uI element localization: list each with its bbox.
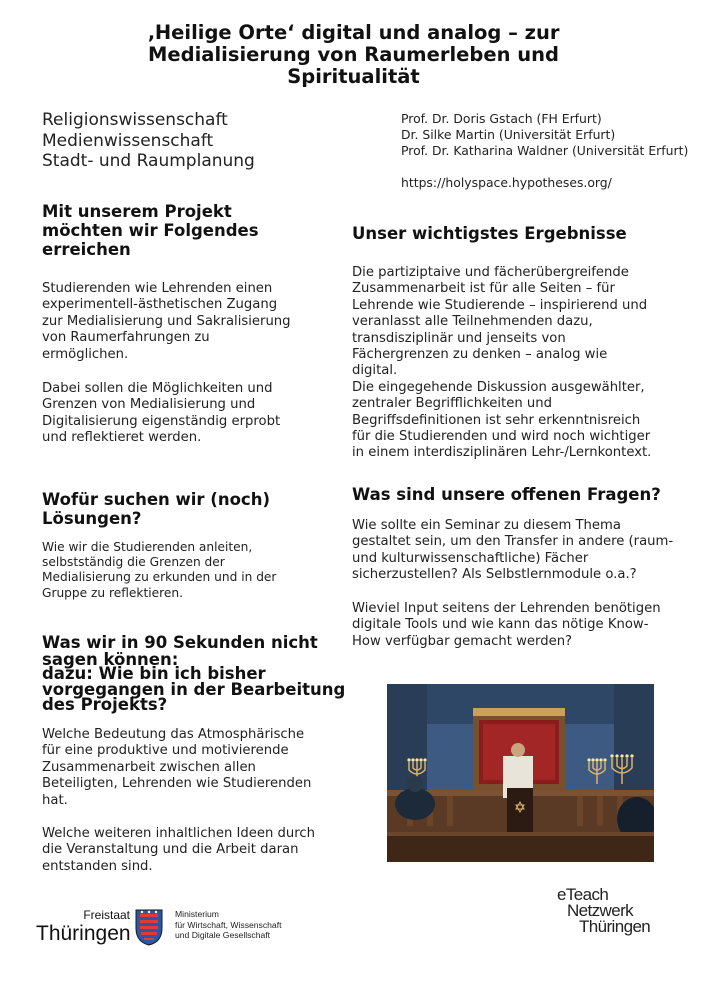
eteach-line: eTeach bbox=[557, 885, 609, 904]
ninety-seconds-heading: Was wir in 90 Sekunden nicht sagen können: bbox=[42, 633, 318, 669]
thueringen-ministry-logo bbox=[36, 908, 296, 958]
discipline-item: Religionswissenschaft bbox=[42, 110, 228, 130]
author-item: Prof. Dr. Katharina Waldner (Universität Erfurt) bbox=[401, 143, 689, 158]
logo-freistaat: Freistaat bbox=[83, 908, 130, 922]
coat-of-arms-icon bbox=[134, 908, 164, 946]
open-questions-heading: Was sind unsere offenen Fragen? bbox=[352, 485, 661, 504]
open-questions-paragraph-1: Wie sollte ein Seminar zu diesem Thema gestaltet sein, um den Transfer in andere (raum- und kulturwissenschaftliche) Fächer sicherzustellen? Als Selbstlernmodule o.a.? bbox=[352, 518, 674, 583]
disciplines-list bbox=[42, 110, 255, 172]
title-line: ‚Heilige Orte‘ digital und analog – zur bbox=[147, 21, 560, 44]
synagogue-photo bbox=[387, 684, 654, 862]
ninety-seconds-paragraph-1: Welche Bedeutung das Atmosphärische für eine produktive und motivierende Zusammenarbeit zwischen allen Beteiligten, Lehrenden wie Studierenden hat. bbox=[42, 727, 312, 808]
author-item: Prof. Dr. Doris Gstach (FH Erfurt) bbox=[401, 111, 602, 126]
result-paragraph: Die partiziptaive und fächerübergreifende Zusammenarbeit ist für alle Seiten – für Lehrende wie Studierende – inspirierend und veranlasst alle Teilnehmenden dazu, transdisziplinär und jenseits von Fächergrenzen zu denken – analog wie digital. Die eingegehende Diskussion ausgewählter, zentraler Begrifflichkeiten und Begriffsdefinitionen ist sehr erkenntnisreich für die Studierenden und wird noch wichtiger in einem interdisziplinären Lehr-/Lernkontext. bbox=[352, 265, 652, 461]
goals-paragraph-2: Dabei sollen die Möglichkeiten und Grenzen von Medialisierung und Digitalisierung eigenständig erprobt und reflektieret werden. bbox=[42, 381, 281, 446]
poster-title bbox=[90, 22, 617, 88]
discipline-item: Medienwissenschaft bbox=[42, 130, 214, 151]
synagogue-image bbox=[387, 684, 654, 862]
ninety-seconds-paragraph-2: Welche weiteren inhaltlichen Ideen durch die Veranstaltung und die Arbeit daran entstanden sind. bbox=[42, 826, 316, 874]
open-questions-paragraph-2: Wieviel Input seitens der Lehrenden benötigen digitale Tools und wie kann das nötige Know- How verfügbar gemacht werden? bbox=[352, 601, 661, 649]
logo-ministry-text: Ministerium für Wirtschaft, Wissenschaft und Digitale Gesellschaft bbox=[175, 909, 282, 940]
authors-list bbox=[401, 111, 688, 159]
eteach-network-logo bbox=[557, 887, 667, 947]
discipline-item: Stadt- und Raumplanung bbox=[42, 151, 255, 171]
eteach-line: Netzwerk bbox=[567, 901, 634, 920]
eteach-line: Thüringen bbox=[579, 917, 651, 936]
ninety-seconds-subheading: dazu: Wie bin ich bisher vorgegangen in der Bearbeitung des Projekts? bbox=[42, 664, 346, 714]
title-line: Medialisierung von Raumerleben und bbox=[148, 43, 559, 66]
goals-paragraph-1: Studierenden wie Lehrenden einen experimentell-ästhetischen Zugang zur Medialisierung und Sakralisierung von Raumerfahrungen zu ermöglichen. bbox=[42, 281, 291, 362]
project-url[interactable]: https://holyspace.hypotheses.org/ bbox=[401, 175, 612, 190]
logo-thueringen: Thüringen bbox=[36, 922, 131, 945]
solutions-paragraph: Wie wir die Studierenden anleiten, selbstständig die Grenzen der Medialisierung zu erkunden und in der Gruppe zu reflektieren. bbox=[42, 540, 277, 600]
result-heading: Unser wichtigstes Ergebnisse bbox=[352, 224, 627, 243]
author-item: Dr. Silke Martin (Universität Erfurt) bbox=[401, 127, 616, 142]
solutions-heading: Wofür suchen wir (noch) Lösungen? bbox=[42, 490, 271, 528]
title-line: Spiritualität bbox=[287, 65, 420, 88]
goals-heading: Mit unserem Projekt möchten wir Folgendes erreichen bbox=[42, 202, 259, 259]
